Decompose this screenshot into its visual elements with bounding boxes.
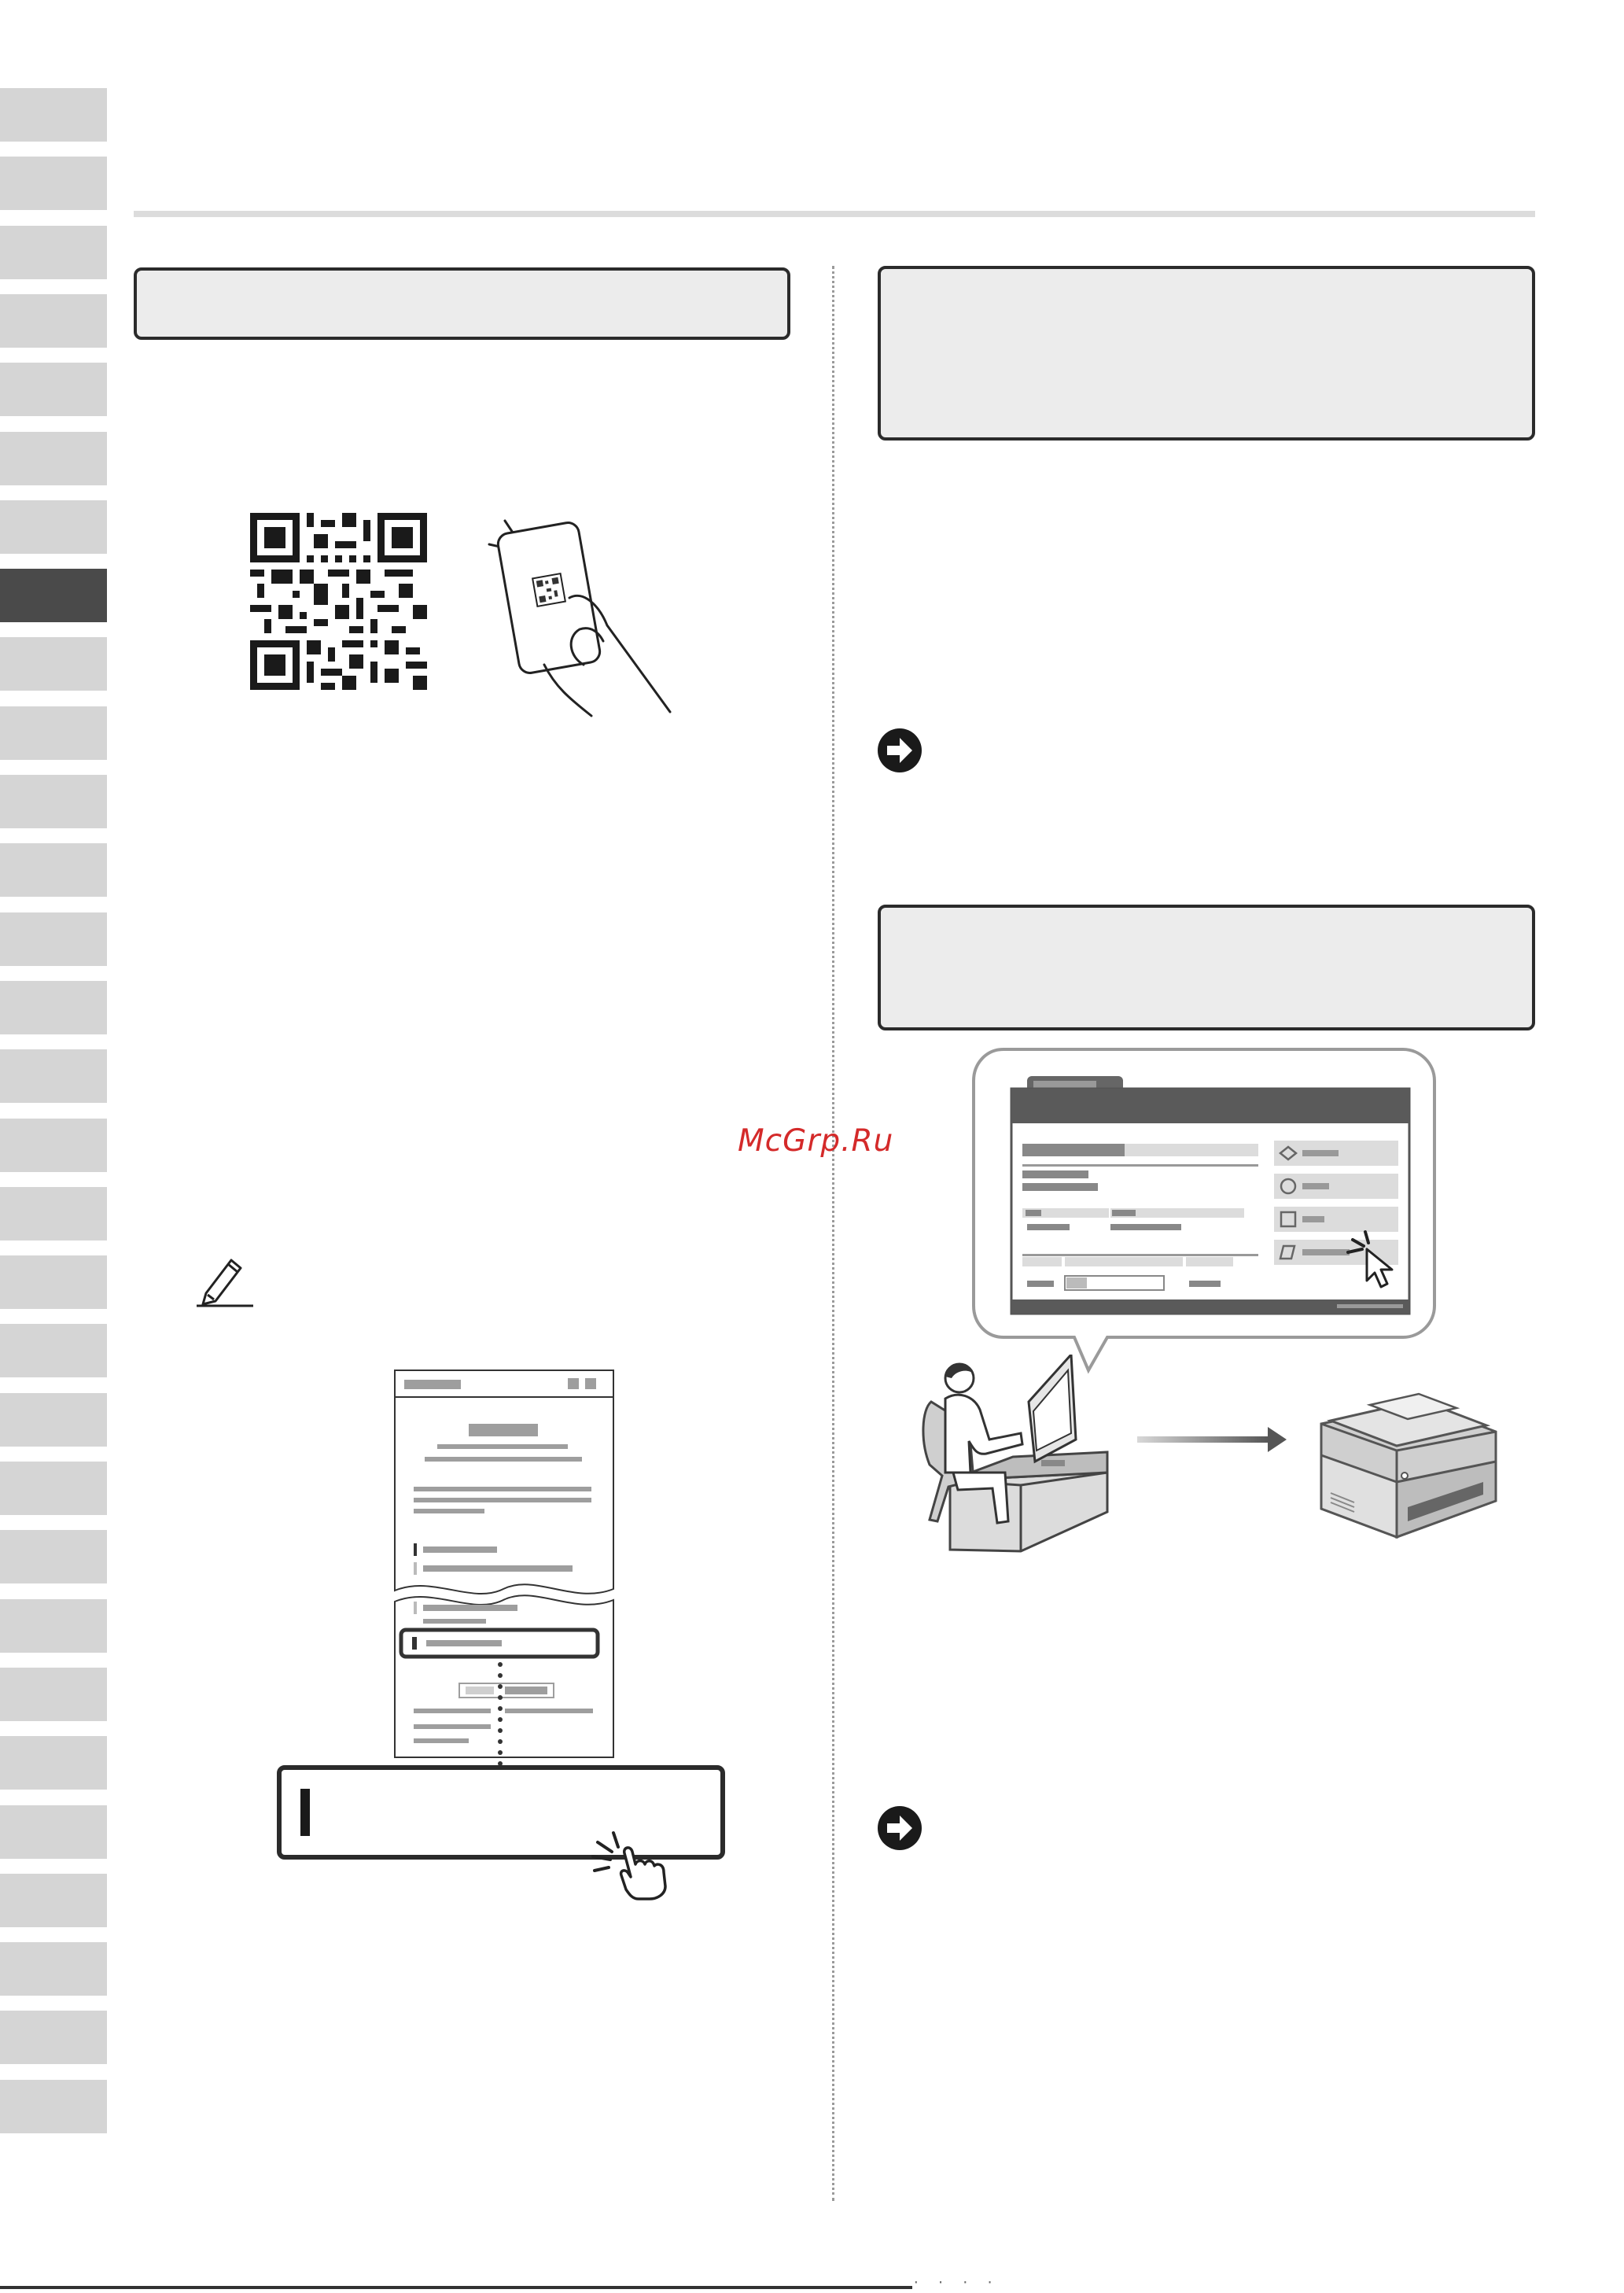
pencil-note-icon (197, 1252, 253, 1307)
entry-marker (300, 1789, 310, 1836)
footer-text: · · · · (912, 2275, 999, 2290)
side-tab (0, 294, 107, 348)
side-tab (0, 500, 107, 554)
side-tab (0, 1119, 107, 1172)
right-heading-box-2 (878, 905, 1535, 1030)
side-tab (0, 1255, 107, 1309)
side-tab (0, 706, 107, 760)
side-tab (0, 1736, 107, 1790)
arrow-right-circle-icon (876, 1805, 923, 1852)
side-tab (0, 1462, 107, 1515)
side-tab (0, 2080, 107, 2133)
side-tab (0, 2011, 107, 2064)
side-tab (0, 1874, 107, 1927)
user-at-computer-illustration (911, 1355, 1115, 1559)
remote-ui-illustration (972, 1048, 1444, 1378)
side-tab (0, 1049, 107, 1103)
side-tab (0, 1187, 107, 1241)
side-tab (0, 981, 107, 1034)
send-arrow-icon (1137, 1424, 1288, 1455)
side-tab (0, 1324, 107, 1377)
footer-rule (0, 2286, 912, 2289)
side-tab (0, 569, 107, 622)
printer-illustration (1315, 1383, 1504, 1550)
smartphone-scan-icon (481, 503, 678, 724)
tap-hand-icon (587, 1825, 678, 1900)
side-tab (0, 1599, 107, 1653)
column-divider (832, 266, 834, 2201)
web-page-illustration (393, 1369, 617, 1766)
side-tab (0, 1805, 107, 1859)
side-tab (0, 637, 107, 691)
qr-code-icon (250, 513, 427, 690)
side-tab (0, 1393, 107, 1447)
left-heading-box (134, 267, 790, 340)
watermark-text: McGrp.Ru (738, 1123, 894, 1159)
side-tab (0, 775, 107, 828)
top-divider (134, 211, 1535, 217)
side-tab (0, 432, 107, 485)
side-tab (0, 226, 107, 279)
side-tab (0, 912, 107, 966)
side-tab (0, 1530, 107, 1583)
arrow-right-circle-icon (876, 727, 923, 774)
side-tab (0, 363, 107, 416)
side-tab (0, 157, 107, 210)
right-heading-box-1 (878, 266, 1535, 441)
side-tab (0, 1668, 107, 1721)
side-tab (0, 843, 107, 897)
side-tab (0, 1942, 107, 1996)
side-tab (0, 88, 107, 142)
